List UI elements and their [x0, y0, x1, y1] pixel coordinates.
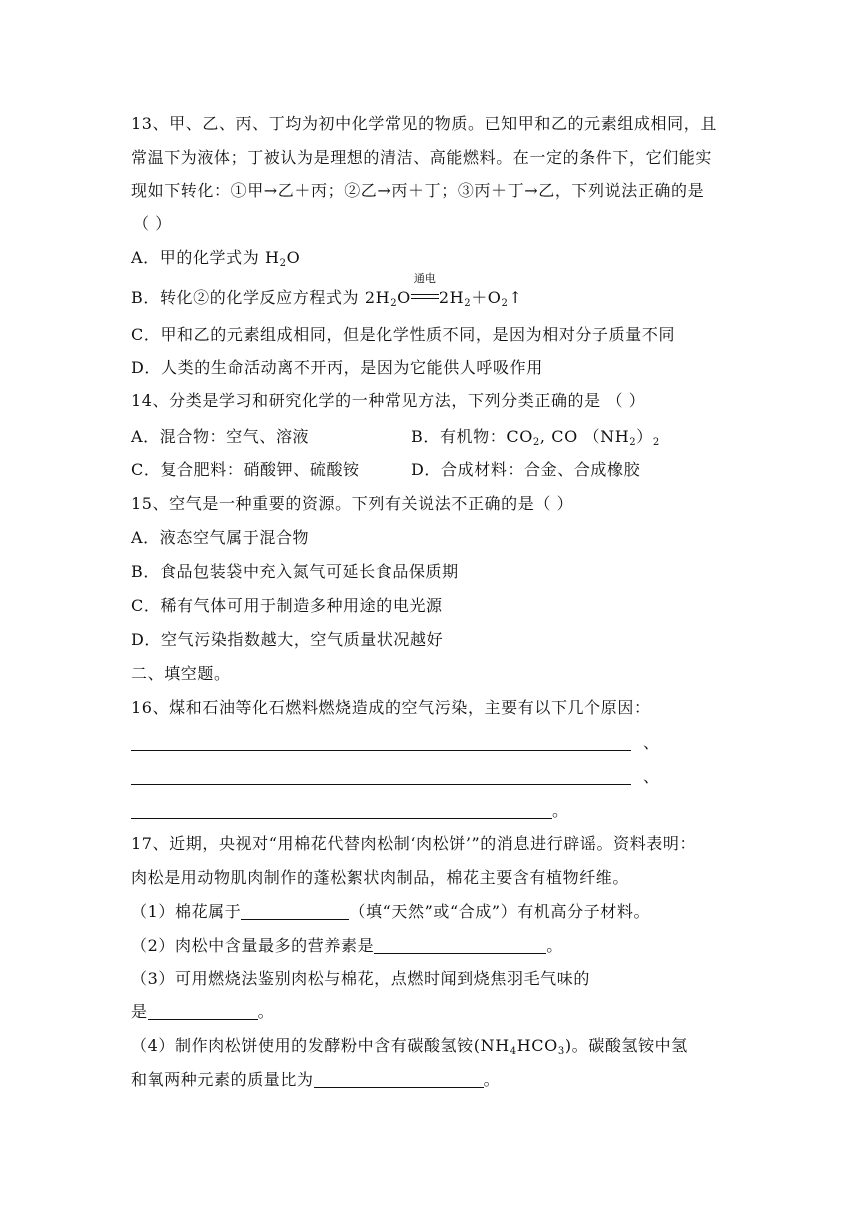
q13-line-2: 常温下为液体；丁被认为是理想的清洁、高能燃料。在一定的条件下，它们能实: [131, 148, 713, 167]
q14-option-d: D．合成材料：合金、合成橡胶: [411, 460, 641, 479]
q15-stem: 15、空气是一种重要的资源。下列有关说法不正确的是（ ）: [131, 494, 574, 513]
q16-answer-line-2: 、: [131, 767, 660, 787]
q17-line-2: 肉松是用动物肌肉制作的蓬松絮状肉制品，棉花主要含有植物纤维。: [131, 868, 630, 887]
q17-blank-1[interactable]: [241, 903, 349, 920]
q17-blank-4[interactable]: [314, 1071, 484, 1088]
q17-part-4-line-2: 和氧两种元素的质量比为 。: [131, 1070, 501, 1089]
q13-option-a: A．甲的化学式为 $H_2O$: [131, 248, 301, 269]
q17-part-3-line-2: 是 。: [131, 1002, 275, 1021]
q17-part-1: （1）棉花属于 （填“天然”或“合成”）有机高分子材料。: [131, 902, 651, 921]
q17-part-3-line-1: （3）可用燃烧法鉴别肉松与棉花，点燃时闻到烧焦羽毛气味的: [131, 969, 590, 988]
q16-answer-line-3: 。: [131, 801, 569, 821]
q16-blank-2[interactable]: [131, 768, 631, 785]
q17-blank-2[interactable]: [374, 937, 546, 954]
q13-option-c: C．甲和乙的元素组成相同，但是化学性质不同，是因为相对分子质量不同: [131, 325, 676, 344]
q17-line-1: 17、近期，央视对“用棉花代替肉松制‘肉松饼’”的消息进行辟谣。资料表明：: [131, 834, 697, 853]
q16-answer-line-1: 、: [131, 733, 660, 753]
q14-option-c: C．复合肥料：硝酸钾、硫酸铵: [131, 460, 360, 479]
q16-stem: 16、煤和石油等化石燃料燃烧造成的空气污染，主要有以下几个原因：: [131, 698, 651, 717]
q13-line-3: 现如下转化：①甲→乙＋丙；②乙→丙＋丁；③丙＋丁→乙，下列说法正确的是: [131, 181, 705, 200]
q15-option-d: D．空气污染指数越大，空气质量状况越好: [131, 630, 444, 649]
q16-blank-3[interactable]: [131, 802, 552, 819]
q15-option-a: A．液态空气属于混合物: [131, 528, 310, 547]
q14-options-row-1: [131, 427, 660, 448]
q14-option-b: B．有机物：$CO_2$, CO $(NH_2)_2$: [411, 427, 660, 448]
q17-blank-3[interactable]: [148, 1003, 258, 1020]
q14-option-a: A．混合物：空气、溶液: [131, 427, 310, 446]
q13-line-1: 13、甲、乙、丙、丁均为初中化学常见的物质。已知甲和乙的元素组成相同，且: [131, 114, 717, 133]
q15-option-b: B．食品包装袋中充入氮气可延长食品保质期: [131, 562, 459, 581]
q13-option-d: D．人类的生命活动离不开丙，是因为它能供人呼吸作用: [131, 358, 543, 377]
reaction-condition-arrow: [411, 272, 439, 308]
q13-option-b: B．转化②的化学反应方程式为 $2H_2O$ 通电 $2H_2+O_2↑$: [131, 272, 523, 309]
q17-part-4-line-1: （4）制作肉松饼使用的发酵粉中含有碳酸氢铵$(NH_4HCO_3)$。碳酸氢铵中氢: [131, 1036, 688, 1057]
q14-stem: 14、分类是学习和研究化学的一种常见方法，下列分类正确的是 （ ）: [131, 391, 646, 410]
q17-part-2: （2）肉松中含量最多的营养素是 。: [131, 936, 563, 955]
reaction-condition-label: 通电: [413, 272, 436, 285]
section-heading-fill-in: 二、填空题。: [131, 664, 231, 683]
q16-blank-1[interactable]: [131, 734, 631, 751]
q15-option-c: C．稀有气体可用于制造多种用途的电光源: [131, 596, 443, 615]
q14-options-row-2: [131, 460, 641, 480]
q13-answer-bracket: （ ）: [133, 214, 172, 233]
